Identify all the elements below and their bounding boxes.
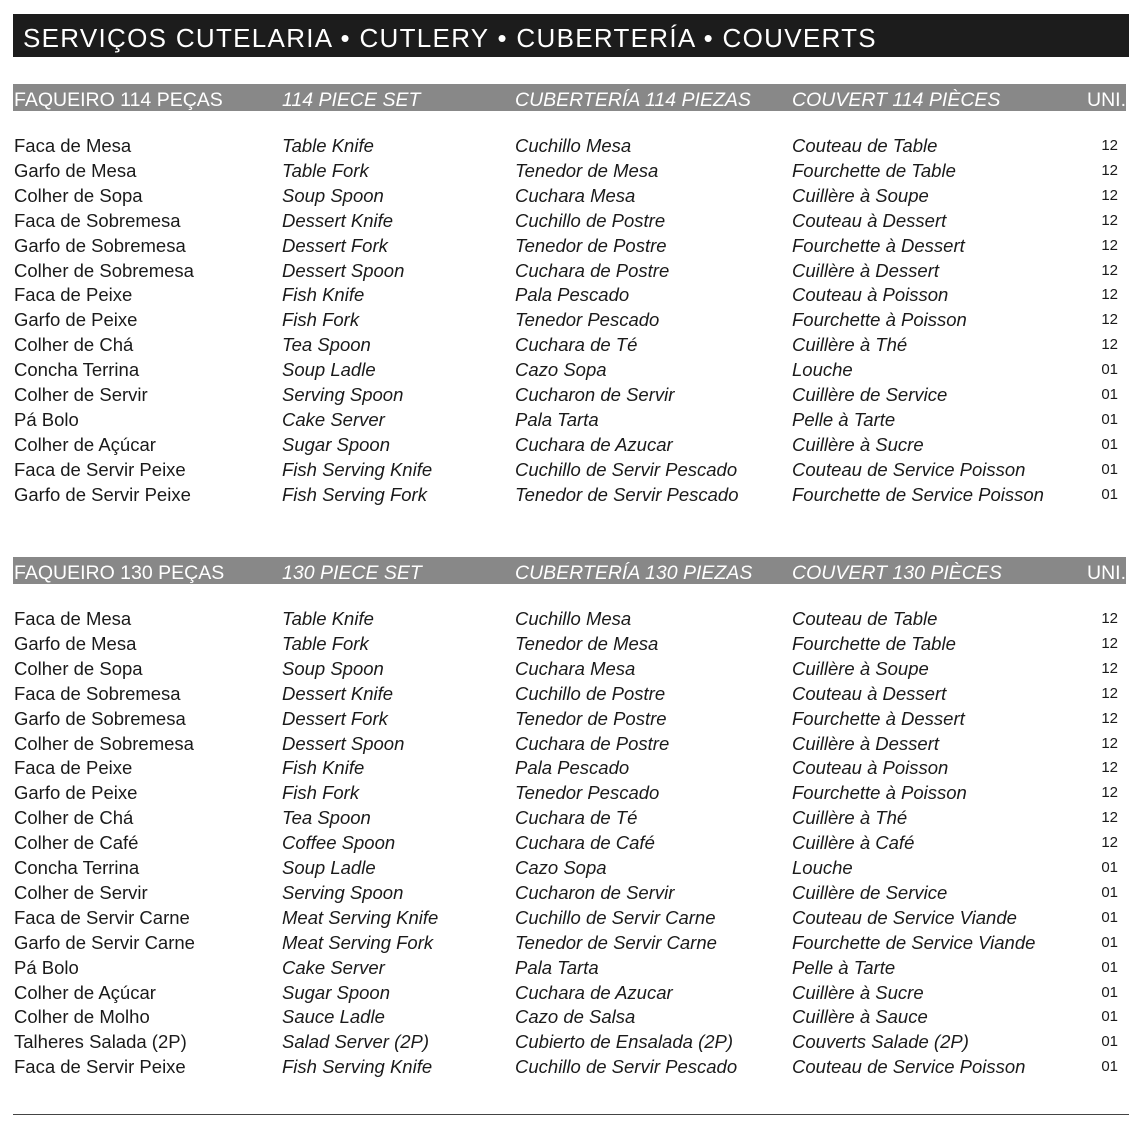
item-quantity: 12 — [1101, 610, 1118, 627]
item-name-pt: Garfo de Sobremesa — [14, 707, 186, 729]
item-name-en: Fish Serving Knife — [282, 1056, 433, 1078]
table-row — [0, 880, 1142, 905]
table-row — [0, 1004, 1142, 1029]
item-name-en: Soup Ladle — [282, 857, 376, 878]
item-name-fr: Couteau de Service Viande — [792, 906, 1017, 928]
item-quantity: 12 — [1101, 311, 1118, 329]
item-quantity: 01 — [1101, 859, 1118, 876]
item-name-pt: Colher de Café — [14, 832, 139, 854]
table-row — [0, 706, 1142, 731]
item-quantity: 01 — [1101, 958, 1118, 976]
item-quantity: 01 — [1101, 485, 1118, 503]
item-quantity: 12 — [1101, 261, 1118, 279]
header-fr: COUVERT 114 PIÈCES — [792, 89, 1001, 111]
item-name-es: Cazo Sopa — [515, 857, 607, 878]
item-quantity: 01 — [1101, 908, 1118, 926]
header-es: CUBERTERÍA 114 PIEZAS — [515, 89, 751, 111]
item-quantity: 01 — [1101, 883, 1118, 901]
header-en: 114 PIECE SET — [282, 89, 421, 111]
item-name-pt: Concha Terrina — [14, 359, 140, 381]
table-row — [0, 606, 1142, 631]
item-name-es: Tenedor de Postre — [515, 234, 667, 256]
item-name-en: Soup Spoon — [282, 657, 384, 679]
item-name-fr: Couteau de Service Poisson — [792, 458, 1026, 480]
item-quantity: 12 — [1101, 236, 1118, 254]
item-name-en: Dessert Spoon — [282, 732, 405, 754]
item-name-pt: Faca de Servir Peixe — [14, 458, 186, 480]
item-quantity: 12 — [1101, 336, 1118, 354]
item-name-fr: Fourchette de Service Viande — [792, 931, 1036, 953]
item-name-en: Soup Spoon — [282, 184, 384, 206]
item-name-pt: Faca de Servir Peixe — [14, 1056, 186, 1078]
item-name-es: Cuchillo de Postre — [515, 209, 666, 231]
table-row — [0, 233, 1142, 258]
header-pt: FAQUEIRO 114 PEÇAS — [14, 89, 223, 111]
bottom-divider — [13, 1114, 1129, 1115]
item-name-es: Cuchara Mesa — [515, 657, 636, 679]
item-name-pt: Colher de Chá — [14, 807, 134, 829]
item-name-es: Cazo de Salsa — [515, 1006, 636, 1028]
item-name-en: Sugar Spoon — [282, 433, 391, 455]
item-name-es: Cuchara de Postre — [515, 732, 670, 754]
set-header — [13, 84, 1126, 111]
item-name-en: Fish Serving Knife — [282, 458, 433, 480]
table-row — [0, 855, 1142, 880]
item-name-fr: Cuillère à Dessert — [792, 732, 940, 754]
item-name-es: Cuchillo Mesa — [515, 135, 632, 156]
item-name-en: Coffee Spoon — [282, 832, 396, 854]
table-row — [0, 307, 1142, 332]
item-name-pt: Garfo de Mesa — [14, 632, 137, 654]
item-name-en: Fish Fork — [282, 782, 360, 804]
item-quantity: 01 — [1101, 386, 1118, 403]
item-name-en: Soup Ladle — [282, 359, 376, 381]
item-quantity: 12 — [1101, 137, 1118, 154]
item-name-es: Cuchara de Postre — [515, 259, 670, 281]
table-row — [0, 482, 1142, 507]
header-unit: UNI. — [1087, 562, 1126, 584]
item-name-es: Cuchara de Té — [515, 807, 638, 829]
item-quantity: 12 — [1101, 659, 1118, 677]
item-name-es: Cuchara de Azucar — [515, 981, 673, 1003]
item-name-fr: Louche — [792, 857, 853, 878]
table-row — [0, 382, 1142, 407]
table-row — [0, 656, 1142, 681]
item-name-pt: Colher de Chá — [14, 334, 134, 356]
item-name-en: Cake Server — [282, 408, 385, 430]
item-name-en: Table Fork — [282, 159, 369, 181]
item-name-es: Tenedor de Servir Carne — [515, 931, 717, 953]
item-name-es: Cuchillo de Servir Pescado — [515, 1056, 738, 1078]
table-row — [0, 1054, 1142, 1079]
header-fr: COUVERT 130 PIÈCES — [792, 562, 1002, 584]
table-row — [0, 955, 1142, 980]
item-name-en: Fish Fork — [282, 309, 360, 331]
item-name-en: Fish Serving Fork — [282, 483, 427, 505]
item-quantity: 12 — [1101, 286, 1118, 304]
item-name-en: Serving Spoon — [282, 881, 404, 903]
item-name-fr: Couteau à Poisson — [792, 284, 949, 306]
item-name-pt: Talheres Salada (2P) — [14, 1031, 187, 1053]
item-name-es: Pala Tarta — [515, 408, 599, 430]
item-name-pt: Faca de Sobremesa — [14, 209, 181, 231]
item-quantity: 12 — [1101, 784, 1118, 802]
item-name-es: Tenedor de Postre — [515, 707, 667, 729]
item-name-en: Sugar Spoon — [282, 981, 391, 1003]
table-row — [0, 357, 1142, 382]
item-name-fr: Cuillère à Sucre — [792, 981, 924, 1003]
item-name-pt: Colher de Servir — [14, 881, 148, 903]
item-name-es: Cuchara de Té — [515, 334, 638, 356]
item-name-en: Table Fork — [282, 632, 369, 654]
item-name-pt: Colher de Sobremesa — [14, 259, 194, 281]
item-name-en: Serving Spoon — [282, 384, 404, 405]
item-name-es: Pala Tarta — [515, 956, 599, 978]
item-name-es: Cuchara de Café — [515, 832, 655, 854]
item-name-es: Cazo Sopa — [515, 359, 607, 381]
item-name-es: Pala Pescado — [515, 757, 630, 779]
item-name-pt: Colher de Sopa — [14, 657, 143, 679]
item-quantity: 12 — [1101, 759, 1118, 777]
item-quantity: 01 — [1101, 1008, 1118, 1026]
table-row — [0, 158, 1142, 183]
item-name-fr: Pelle à Tarte — [792, 956, 896, 978]
item-name-es: Cuchillo de Servir Carne — [515, 906, 716, 928]
item-name-pt: Garfo de Peixe — [14, 309, 138, 331]
item-name-en: Meat Serving Fork — [282, 931, 434, 953]
item-name-en: Tea Spoon — [282, 334, 371, 356]
table-row — [0, 1029, 1142, 1054]
table-row — [0, 631, 1142, 656]
table-row — [0, 830, 1142, 855]
item-name-fr: Couteau de Service Poisson — [792, 1056, 1026, 1078]
item-name-fr: Fourchette de Service Poisson — [792, 483, 1044, 505]
item-name-fr: Fourchette à Dessert — [792, 707, 965, 729]
item-name-en: Dessert Fork — [282, 707, 388, 729]
item-name-fr: Cuillère à Dessert — [792, 259, 940, 281]
item-name-pt: Colher de Molho — [14, 1006, 150, 1028]
item-name-pt: Concha Terrina — [14, 857, 140, 878]
item-name-fr: Cuillère de Service — [792, 384, 948, 405]
table-row — [0, 457, 1142, 482]
item-name-es: Tenedor de Mesa — [515, 159, 659, 181]
header-es: CUBERTERÍA 130 PIEZAS — [515, 562, 753, 584]
item-quantity: 12 — [1101, 186, 1118, 204]
header-unit: UNI. — [1087, 89, 1126, 111]
set-header — [13, 557, 1126, 584]
table-row — [0, 731, 1142, 756]
item-name-en: Meat Serving Knife — [282, 906, 439, 928]
item-name-en: Salad Server (2P) — [282, 1031, 430, 1053]
item-name-fr: Cuillère à Soupe — [792, 657, 929, 679]
header-en: 130 PIECE SET — [282, 562, 422, 584]
item-name-es: Cuchara de Azucar — [515, 433, 673, 455]
table-row — [0, 755, 1142, 780]
table-row — [0, 980, 1142, 1005]
item-name-fr: Cuillère à Sucre — [792, 433, 924, 455]
item-name-fr: Cuillère à Café — [792, 832, 915, 854]
item-name-en: Tea Spoon — [282, 807, 371, 829]
table-row — [0, 332, 1142, 357]
item-name-es: Tenedor Pescado — [515, 309, 660, 331]
item-name-es: Tenedor Pescado — [515, 782, 660, 804]
item-name-es: Cucharon de Servir — [515, 384, 675, 405]
item-quantity: 01 — [1101, 410, 1118, 428]
item-name-pt: Pá Bolo — [14, 408, 79, 430]
item-name-en: Table Knife — [282, 608, 374, 629]
item-name-fr: Couteau à Poisson — [792, 757, 949, 779]
item-name-fr: Fourchette de Table — [792, 632, 956, 654]
item-name-es: Cuchillo de Postre — [515, 682, 666, 704]
table-row — [0, 208, 1142, 233]
item-name-fr: Couteau de Table — [792, 135, 938, 156]
item-quantity: 12 — [1101, 634, 1118, 652]
item-quantity: 01 — [1101, 361, 1118, 379]
item-quantity: 12 — [1101, 834, 1118, 852]
item-name-en: Dessert Knife — [282, 682, 394, 704]
item-name-en: Fish Knife — [282, 757, 365, 779]
table-row — [0, 133, 1142, 158]
item-name-fr: Couteau de Table — [792, 608, 938, 629]
item-quantity: 01 — [1101, 1033, 1118, 1051]
item-quantity: 12 — [1101, 684, 1118, 702]
item-name-fr: Couteau à Dessert — [792, 209, 947, 231]
item-quantity: 01 — [1101, 1058, 1118, 1076]
item-name-fr: Cuillère à Thé — [792, 334, 908, 356]
item-quantity: 12 — [1101, 211, 1118, 229]
item-name-pt: Garfo de Servir Carne — [14, 931, 195, 953]
table-row — [0, 780, 1142, 805]
item-name-es: Cuchillo Mesa — [515, 608, 632, 629]
item-quantity: 12 — [1101, 709, 1118, 727]
item-name-es: Cuchara Mesa — [515, 184, 636, 206]
item-name-es: Cubierto de Ensalada (2P) — [515, 1031, 734, 1053]
item-name-pt: Colher de Sopa — [14, 184, 143, 206]
item-name-es: Pala Pescado — [515, 284, 630, 306]
item-name-pt: Garfo de Servir Peixe — [14, 483, 191, 505]
item-name-es: Tenedor de Servir Pescado — [515, 483, 739, 505]
item-quantity: 01 — [1101, 460, 1118, 478]
item-name-es: Cuchillo de Servir Pescado — [515, 458, 738, 480]
item-name-pt: Garfo de Peixe — [14, 782, 138, 804]
item-name-pt: Garfo de Mesa — [14, 159, 137, 181]
item-name-fr: Fourchette à Poisson — [792, 782, 967, 804]
page-title: SERVIÇOS CUTELARIA • CUTLERY • CUBERTERÍA • COUVERTS — [13, 14, 1129, 57]
item-name-pt: Faca de Mesa — [14, 608, 132, 629]
item-name-fr: Cuillère à Thé — [792, 807, 908, 829]
item-name-pt: Faca de Peixe — [14, 757, 133, 779]
item-name-fr: Couverts Salade (2P) — [792, 1031, 969, 1053]
item-name-pt: Colher de Sobremesa — [14, 732, 194, 754]
item-quantity: 01 — [1101, 435, 1118, 453]
table-row — [0, 681, 1142, 706]
item-quantity: 12 — [1101, 809, 1118, 827]
item-name-fr: Cuillère à Soupe — [792, 184, 929, 206]
item-name-en: Table Knife — [282, 135, 374, 156]
item-name-pt: Colher de Açúcar — [14, 433, 156, 455]
item-quantity: 12 — [1101, 734, 1118, 752]
item-name-fr: Louche — [792, 359, 853, 381]
item-name-en: Fish Knife — [282, 284, 365, 306]
item-name-pt: Garfo de Sobremesa — [14, 234, 186, 256]
item-name-pt: Colher de Açúcar — [14, 981, 156, 1003]
item-name-pt: Colher de Servir — [14, 384, 148, 405]
item-name-pt: Faca de Sobremesa — [14, 682, 181, 704]
item-quantity: 12 — [1101, 161, 1118, 179]
table-row — [0, 183, 1142, 208]
item-name-fr: Fourchette de Table — [792, 159, 956, 181]
table-row — [0, 432, 1142, 457]
table-row — [0, 407, 1142, 432]
table-row — [0, 282, 1142, 307]
item-name-pt: Faca de Peixe — [14, 284, 133, 306]
item-name-pt: Faca de Mesa — [14, 135, 132, 156]
item-name-es: Cucharon de Servir — [515, 881, 675, 903]
item-name-fr: Couteau à Dessert — [792, 682, 947, 704]
item-name-en: Dessert Knife — [282, 209, 394, 231]
item-name-fr: Fourchette à Poisson — [792, 309, 967, 331]
item-name-es: Tenedor de Mesa — [515, 632, 659, 654]
header-pt: FAQUEIRO 130 PEÇAS — [14, 562, 225, 584]
item-quantity: 01 — [1101, 983, 1118, 1001]
item-name-en: Sauce Ladle — [282, 1006, 385, 1028]
item-name-fr: Fourchette à Dessert — [792, 234, 965, 256]
item-name-fr: Pelle à Tarte — [792, 408, 896, 430]
table-row — [0, 258, 1142, 283]
table-row — [0, 930, 1142, 955]
item-name-en: Dessert Fork — [282, 234, 388, 256]
item-quantity: 01 — [1101, 933, 1118, 951]
item-name-fr: Cuillère de Service — [792, 881, 948, 903]
table-row — [0, 905, 1142, 930]
item-name-en: Dessert Spoon — [282, 259, 405, 281]
item-name-pt: Faca de Servir Carne — [14, 906, 190, 928]
table-row — [0, 805, 1142, 830]
item-name-en: Cake Server — [282, 956, 385, 978]
item-name-fr: Cuillère à Sauce — [792, 1006, 928, 1028]
item-name-pt: Pá Bolo — [14, 956, 79, 978]
